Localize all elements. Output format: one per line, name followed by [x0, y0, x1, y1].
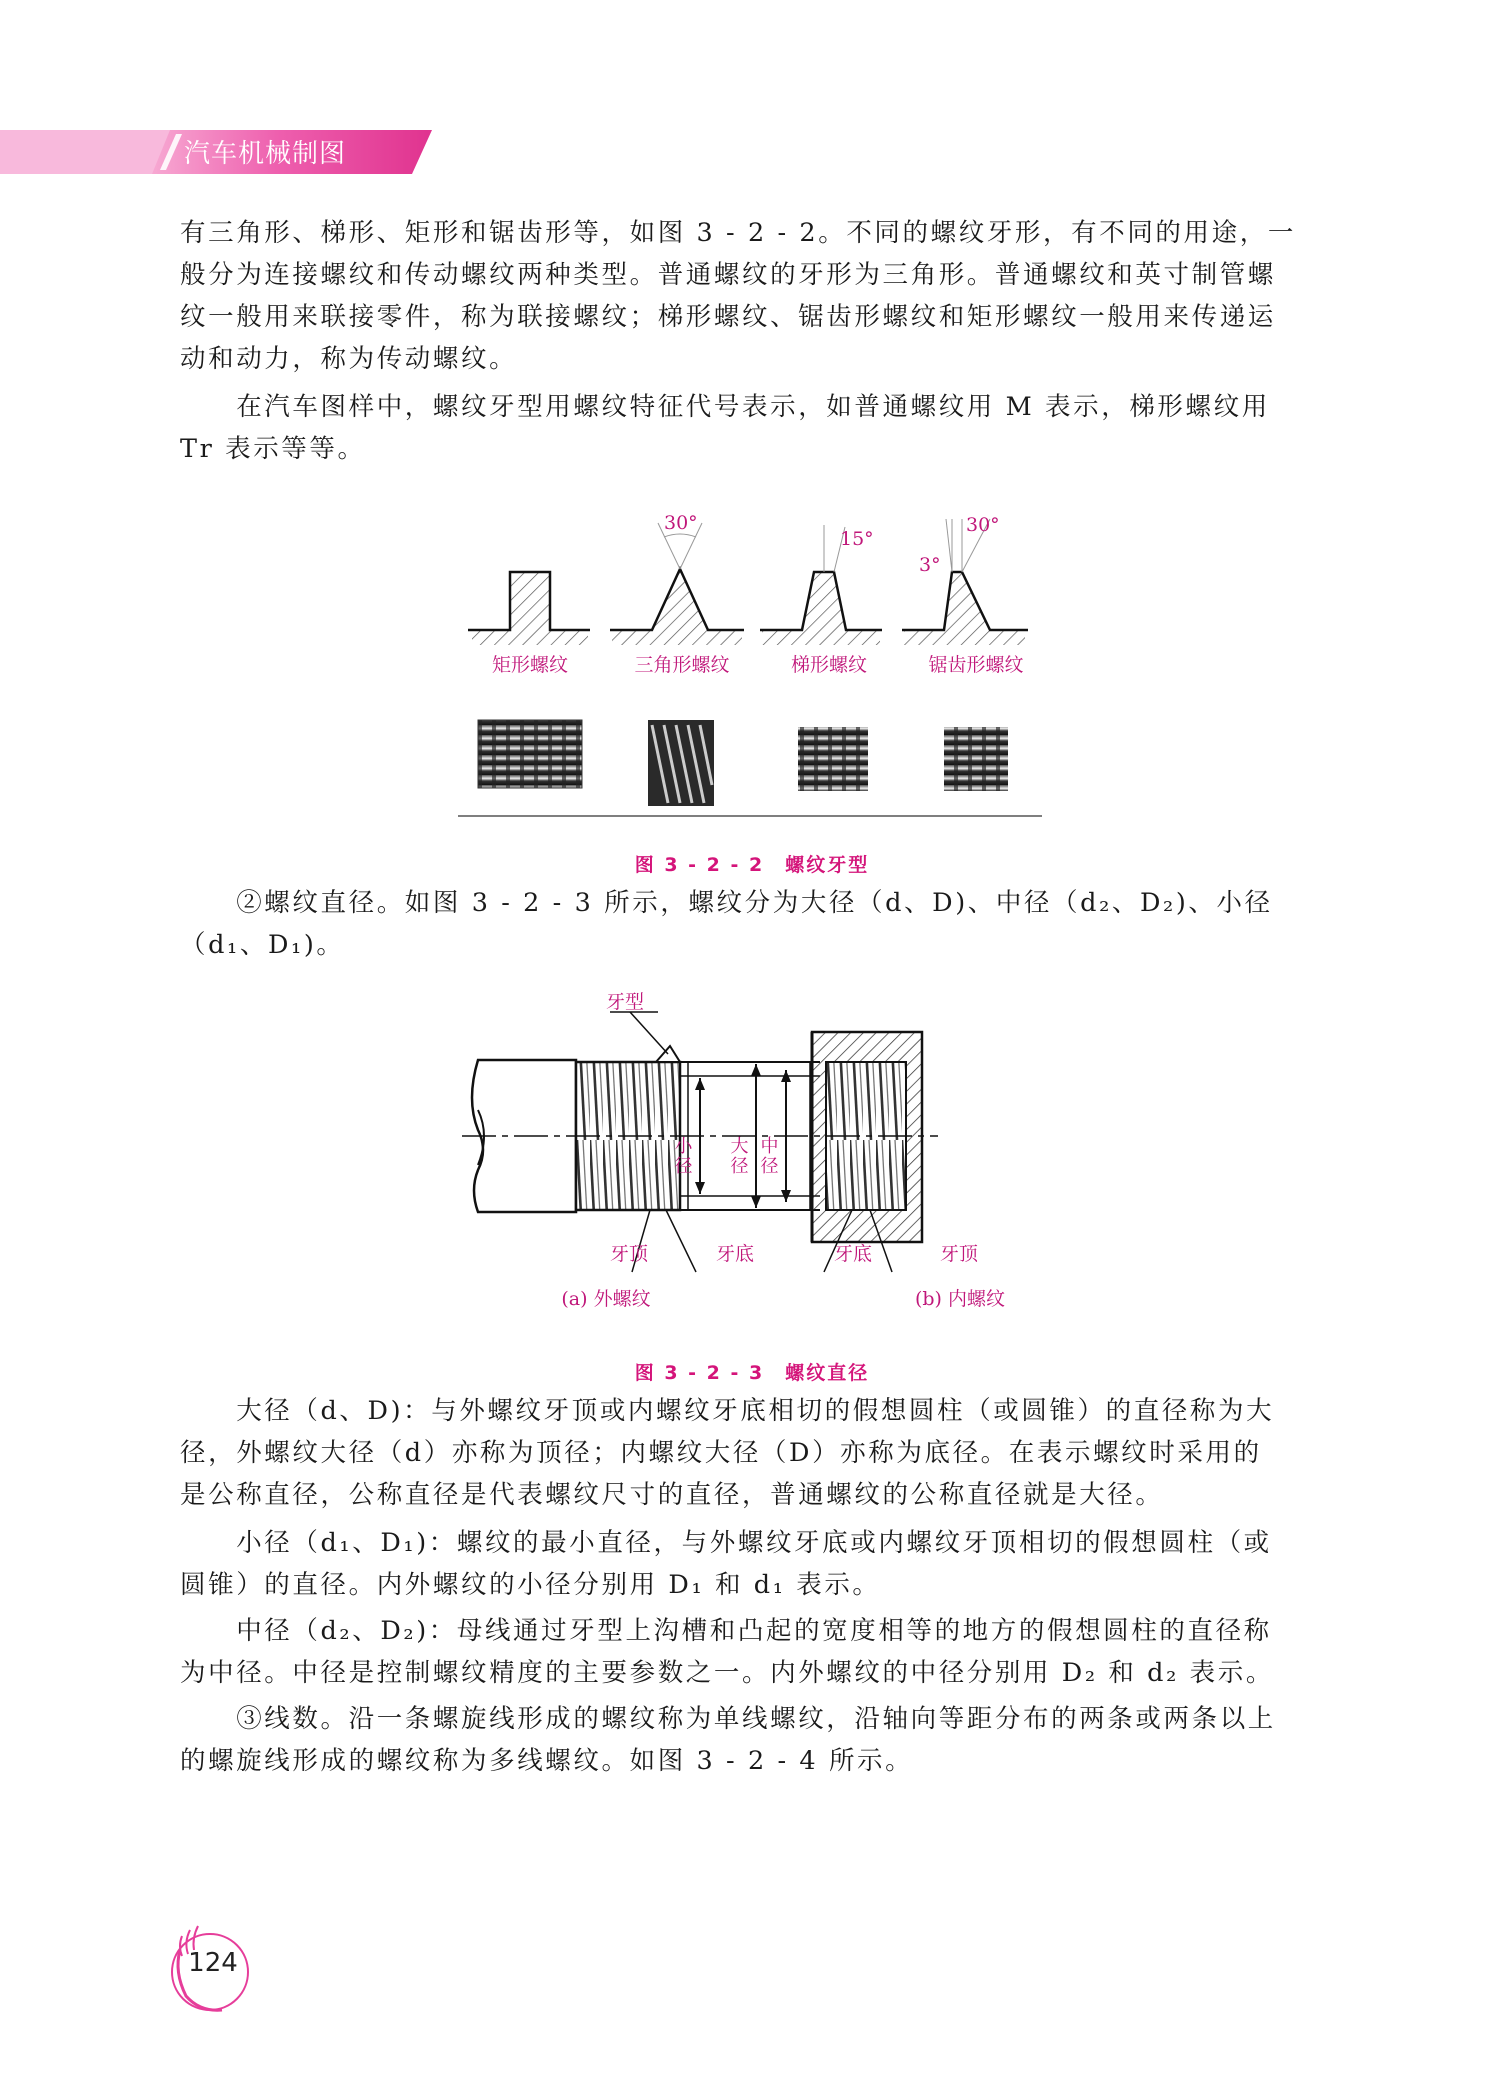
text-line: （d₁、D₁)。 [180, 930, 345, 960]
label-subfigure-a: (a) 外螺纹 [561, 1288, 651, 1310]
label-rectangular: 矩形螺纹 [491, 654, 569, 676]
paragraph-major-diameter [180, 1390, 1316, 1516]
figure-thread-diameters [460, 990, 1040, 1320]
label-crest-internal: 牙顶 [939, 1243, 978, 1265]
text-line: 径，外螺纹大径（d）亦称为顶径；内螺纹大径（D）亦称为底径。在表示螺纹时采用的 [180, 1438, 1262, 1468]
text-line: 的螺旋线形成的螺纹称为多线螺纹。如图 3 - 2 - 4 所示。 [180, 1746, 914, 1776]
text-line: 小径（d₁、D₁)：螺纹的最小直径，与外螺纹牙底或内螺纹牙顶相切的假想圆柱（或 [180, 1528, 1272, 1558]
text-line: 是公称直径，公称直径是代表螺纹尺寸的直径，普通螺纹的公称直径就是大径。 [180, 1480, 1164, 1510]
text-line: 动和动力，称为传动螺纹。 [180, 344, 518, 374]
internal-thread [812, 1032, 922, 1242]
label-minor-diameter: 小径 [671, 1136, 693, 1176]
label-thread-profile: 牙型 [606, 991, 645, 1013]
page-number: 124 [188, 1948, 238, 1978]
label-crest-external: 牙顶 [610, 1243, 649, 1265]
angle-label-triangle: 30° [664, 512, 698, 534]
text-line: 在汽车图样中，螺纹牙型用螺纹特征代号表示，如普通螺纹用 M 表示，梯形螺纹用 [180, 392, 1270, 422]
text-line: Tr 表示等等。 [180, 434, 366, 464]
paragraph-thread-codes [180, 386, 1316, 470]
label-root-internal: 牙底 [833, 1243, 872, 1265]
label-root-external: 牙底 [716, 1243, 755, 1265]
text-line: 中径（d₂、D₂)：母线通过牙型上沟槽和凸起的宽度相等的地方的假想圆柱的直径称 [180, 1616, 1272, 1646]
label-triangular: 三角形螺纹 [634, 654, 730, 676]
paragraph-thread-types [180, 212, 1316, 380]
paragraph-minor-diameter [180, 1522, 1316, 1606]
book-title: 汽车机械制图 [184, 139, 347, 169]
label-trapezoidal: 梯形螺纹 [790, 654, 868, 676]
paragraph-thread-diameter [180, 882, 1316, 966]
text-line: 般分为连接螺纹和传动螺纹两种类型。普通螺纹的牙形为三角形。普通螺纹和英寸制管螺 [180, 260, 1276, 290]
text-line: 为中径。中径是控制螺纹精度的主要参数之一。内外螺纹的中径分别用 D₂ 和 d₂ 表示。 [180, 1658, 1274, 1688]
paragraph-number-of-starts [180, 1698, 1316, 1782]
text-line: 有三角形、梯形、矩形和锯齿形等，如图 3 - 2 - 2。不同的螺纹牙形，有不同的用途，一 [180, 218, 1296, 248]
text-line: 纹一般用来联接零件，称为联接螺纹；梯形螺纹、锯齿形螺纹和矩形螺纹一般用来传递运 [180, 302, 1276, 332]
rectangular-profile [468, 572, 590, 645]
angle-label-trapezoid: 15° [840, 528, 874, 550]
angle-label-sawtooth-large: 30° [966, 514, 1000, 536]
triangular-profile [610, 512, 744, 645]
thread-photo-sawtooth [944, 727, 1008, 791]
caption-figure-3-2-2: 图 3 - 2 - 2 螺纹牙型 [634, 854, 870, 876]
sawtooth-profile [902, 514, 1028, 645]
trapezoidal-profile [760, 525, 882, 645]
paragraph-pitch-diameter [180, 1610, 1316, 1694]
figure-thread-profiles [450, 505, 1050, 820]
external-thread [472, 1046, 680, 1212]
text-line: 圆锥）的直径。内外螺纹的小径分别用 D₁ 和 d₁ 表示。 [180, 1570, 881, 1600]
label-subfigure-b: (b) 内螺纹 [914, 1288, 1006, 1310]
label-pitch-diameter: 中径 [757, 1136, 779, 1176]
thread-photo-trapezoidal [798, 727, 868, 791]
text-line: ②螺纹直径。如图 3 - 2 - 3 所示，螺纹分为大径（d、D)、中径（d₂、D₂)、小径 [180, 888, 1273, 918]
thread-photo-rectangular [478, 720, 582, 788]
angle-label-sawtooth-small: 3° [919, 554, 941, 576]
text-line: ③线数。沿一条螺旋线形成的螺纹称为单线螺纹，沿轴向等距分布的两条或两条以上 [180, 1704, 1276, 1734]
text-line: 大径（d、D)：与外螺纹牙顶或内螺纹牙底相切的假想圆柱（或圆锥）的直径称为大 [180, 1396, 1275, 1426]
label-sawtooth: 锯齿形螺纹 [928, 654, 1024, 676]
thread-photo-triangular [648, 720, 714, 806]
label-major-diameter: 大径 [727, 1136, 749, 1176]
caption-figure-3-2-3: 图 3 - 2 - 3 螺纹直径 [634, 1362, 870, 1384]
